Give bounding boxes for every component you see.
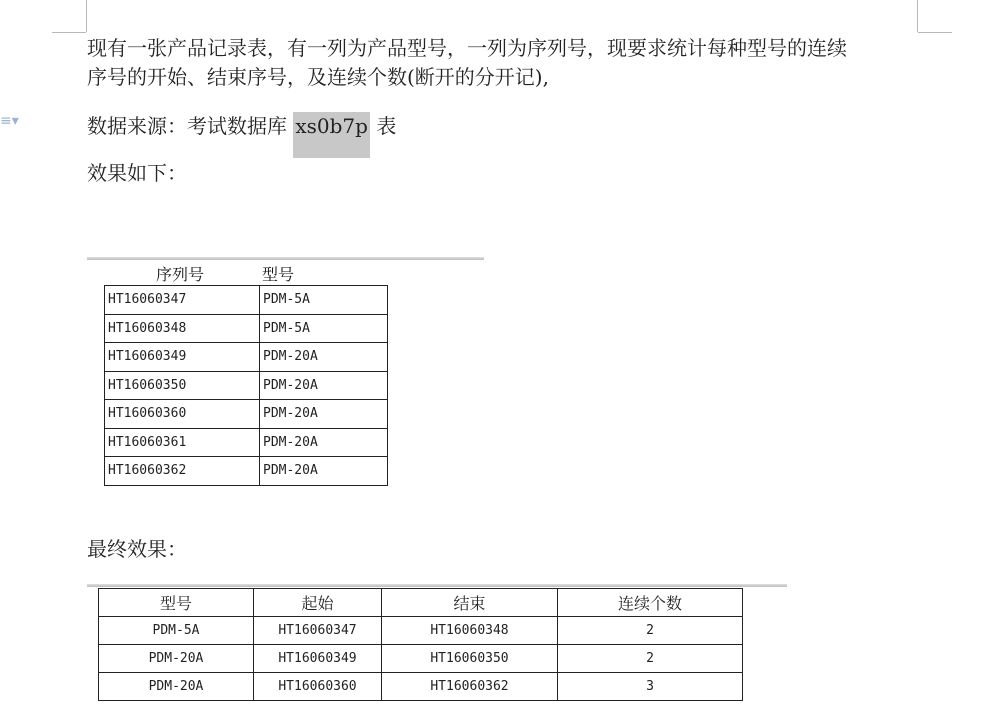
image-top-border-2 [87, 584, 787, 587]
count-cell: 2 [558, 645, 743, 673]
table-row [105, 400, 388, 429]
model-cell: PDM-20A [260, 400, 388, 429]
start-cell: HT16060349 [254, 645, 382, 673]
model-cell: PDM-20A [260, 371, 388, 400]
serial-cell: HT16060350 [105, 371, 260, 400]
model-cell: PDM-20A [260, 428, 388, 457]
data-source-line [87, 112, 396, 158]
source-records-table [104, 285, 388, 486]
count-cell: 2 [558, 617, 743, 645]
serial-cell: HT16060361 [105, 428, 260, 457]
start-cell: HT16060360 [254, 673, 382, 701]
table-row [105, 428, 388, 457]
table-header-row [99, 589, 743, 617]
serial-cell: HT16060347 [105, 286, 260, 315]
count-cell: 3 [558, 673, 743, 701]
crop-mark-top-right [917, 0, 918, 32]
end-cell: HT16060350 [382, 645, 558, 673]
header-count: 连续个数 [558, 589, 743, 617]
intro-line-1: 现有一张产品记录表，有一列为产品型号，一列为序列号，现要求统计每种型号的连续 [87, 36, 847, 60]
table-row [105, 286, 388, 315]
end-cell: HT16060348 [382, 617, 558, 645]
data-source-suffix: 表 [376, 114, 397, 138]
model-cell: PDM-5A [260, 286, 388, 315]
data-source-prefix: 数据来源：考试数据库 [87, 114, 287, 138]
start-cell: HT16060347 [254, 617, 382, 645]
result-table [98, 588, 743, 701]
table-row [105, 457, 388, 486]
crop-mark-top-left-h [52, 32, 86, 33]
serial-cell: HT16060360 [105, 400, 260, 429]
table1-header-serial: 序列号 [156, 265, 205, 284]
header-end: 结束 [382, 589, 558, 617]
model-cell: PDM-5A [260, 314, 388, 343]
crop-mark-top-left [86, 0, 87, 32]
end-cell: HT16060362 [382, 673, 558, 701]
image-top-border [87, 257, 484, 260]
serial-cell: HT16060362 [105, 457, 260, 486]
effect-label: 效果如下： [87, 161, 187, 185]
intro-line-2: 序号的开始、结束序号，及连续个数(断开的分开记), [87, 65, 549, 89]
table-row [105, 371, 388, 400]
table1-header-model: 型号 [262, 265, 295, 284]
header-model: 型号 [99, 589, 254, 617]
crop-mark-top-right-h [918, 32, 952, 33]
final-label: 最终效果： [87, 537, 187, 561]
table-row [99, 617, 743, 645]
header-start: 起始 [254, 589, 382, 617]
data-source-table-name[interactable]: xs0b7p [293, 112, 370, 158]
serial-cell: HT16060349 [105, 343, 260, 372]
table-row [99, 673, 743, 701]
serial-cell: HT16060348 [105, 314, 260, 343]
model-cell: PDM-5A [99, 617, 254, 645]
table-row [99, 645, 743, 673]
model-cell: PDM-20A [260, 457, 388, 486]
table-row [105, 343, 388, 372]
model-cell: PDM-20A [99, 645, 254, 673]
model-cell: PDM-20A [260, 343, 388, 372]
paragraph-style-icon[interactable]: ≡▾ [0, 113, 19, 129]
table-row [105, 314, 388, 343]
model-cell: PDM-20A [99, 673, 254, 701]
